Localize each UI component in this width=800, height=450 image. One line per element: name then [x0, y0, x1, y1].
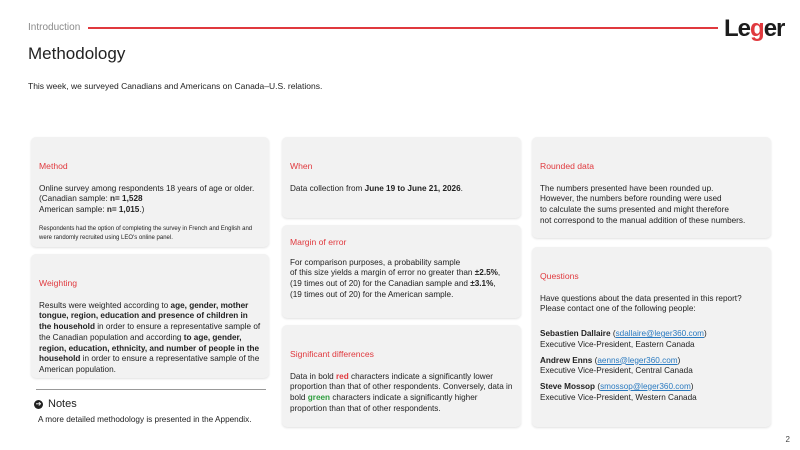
- when-card: [282, 137, 521, 218]
- notes-text: A more detailed methodology is presented in the Appendix.: [38, 415, 252, 424]
- when-heading: When: [290, 161, 313, 171]
- contact-email-link[interactable]: aenns@leger360.com: [597, 355, 678, 365]
- margin-card: [282, 225, 521, 318]
- weighting-text: Results were weighted according to age, gender, mother tongue, region, education and presence of children in the household in order to ensure a representative sample of the Canadian population and according to age, gender, region, education, ethnicity, and number of people in the household in order to ensure a representative sample of the American population.: [39, 300, 261, 374]
- method-american-sample: American sample: n= 1,015.): [39, 205, 145, 215]
- weighting-heading: Weighting: [39, 278, 78, 288]
- when-text: Data collection from June 19 to June 21, 2026.: [290, 183, 463, 193]
- contact-name: Andrew Enns: [540, 355, 593, 365]
- rounded-line4: not correspond to the manual addition of these numbers.: [540, 215, 746, 225]
- header-rule: [88, 27, 718, 29]
- page-title: Methodology: [28, 44, 126, 63]
- rounded-line1: The numbers presented have been rounded up.: [540, 183, 714, 193]
- contact-email-link[interactable]: sdallaire@leger360.com: [615, 329, 704, 339]
- section-label: Introduction: [28, 22, 81, 33]
- contact-role: Executive Vice-President, Eastern Canada: [540, 339, 695, 349]
- significant-heading: Significant differences: [290, 349, 374, 359]
- method-heading: Method: [39, 161, 68, 171]
- significant-card: [282, 325, 521, 427]
- leger-logo: Leger: [724, 15, 785, 42]
- contact-name: Steve Mossop: [540, 381, 596, 391]
- margin-heading: Margin of error: [290, 237, 347, 247]
- method-note: Respondents had the option of completing the survey in French and English and were randomly recruited using LEO's online panel.: [39, 225, 253, 242]
- contact-2: Andrew Enns (aenns@leger360.com) Executive Vice-President, Central Canada: [540, 356, 763, 377]
- page-number: 2: [785, 435, 790, 444]
- weighting-card: [31, 254, 269, 378]
- rounded-line2: However, the numbers before rounding were used: [540, 194, 722, 204]
- significant-text: Data in bold red characters indicate a significantly lower proportion than that of other respondents. Conversely, data in bold green characters indicate a significantly higher proportion than that of other respondents.: [290, 371, 513, 413]
- method-card: [31, 137, 269, 247]
- margin-line4: (19 times out of 20) for the American sample.: [290, 289, 454, 299]
- rounded-line3: to calculate the sums presented and might therefore: [540, 205, 729, 215]
- notes-divider: [36, 389, 266, 390]
- contact-name: Sebastien Dallaire: [540, 329, 611, 339]
- questions-line1: Have questions about the data presented in this report?: [540, 293, 742, 303]
- intro-text: This week, we surveyed Canadians and Americans on Canada–U.S. relations.: [28, 81, 323, 91]
- questions-line2: Please contact one of the following people:: [540, 304, 696, 314]
- contact-3: Steve Mossop (smossop@leger360.com) Executive Vice-President, Western Canada: [540, 382, 763, 403]
- questions-card: [532, 247, 771, 427]
- contact-email-link[interactable]: smossop@leger360.com: [600, 381, 691, 391]
- rounded-heading: Rounded data: [540, 161, 594, 171]
- method-line1: Online survey among respondents 18 years of age or older.: [39, 183, 255, 193]
- margin-line1: For comparison purposes, a probability sample: [290, 257, 461, 267]
- margin-line2: of this size yields a margin of error no greater than ±2.5%,: [290, 268, 501, 278]
- questions-heading: Questions: [540, 271, 579, 281]
- contact-1: Sebastien Dallaire (sdallaire@leger360.com) Executive Vice-President, Eastern Canada: [540, 329, 763, 350]
- notes-heading: [34, 398, 77, 410]
- arrow-circle-icon: ➔: [35, 400, 42, 408]
- notes-title: Notes: [48, 398, 77, 410]
- method-canadian-sample: (Canadian sample: n= 1,528: [39, 194, 143, 204]
- contact-role: Executive Vice-President, Western Canada: [540, 392, 697, 402]
- contact-role: Executive Vice-President, Central Canada: [540, 366, 693, 376]
- rounded-card: [532, 137, 771, 238]
- margin-line3: (19 times out of 20) for the Canadian sample and ±3.1%,: [290, 279, 496, 289]
